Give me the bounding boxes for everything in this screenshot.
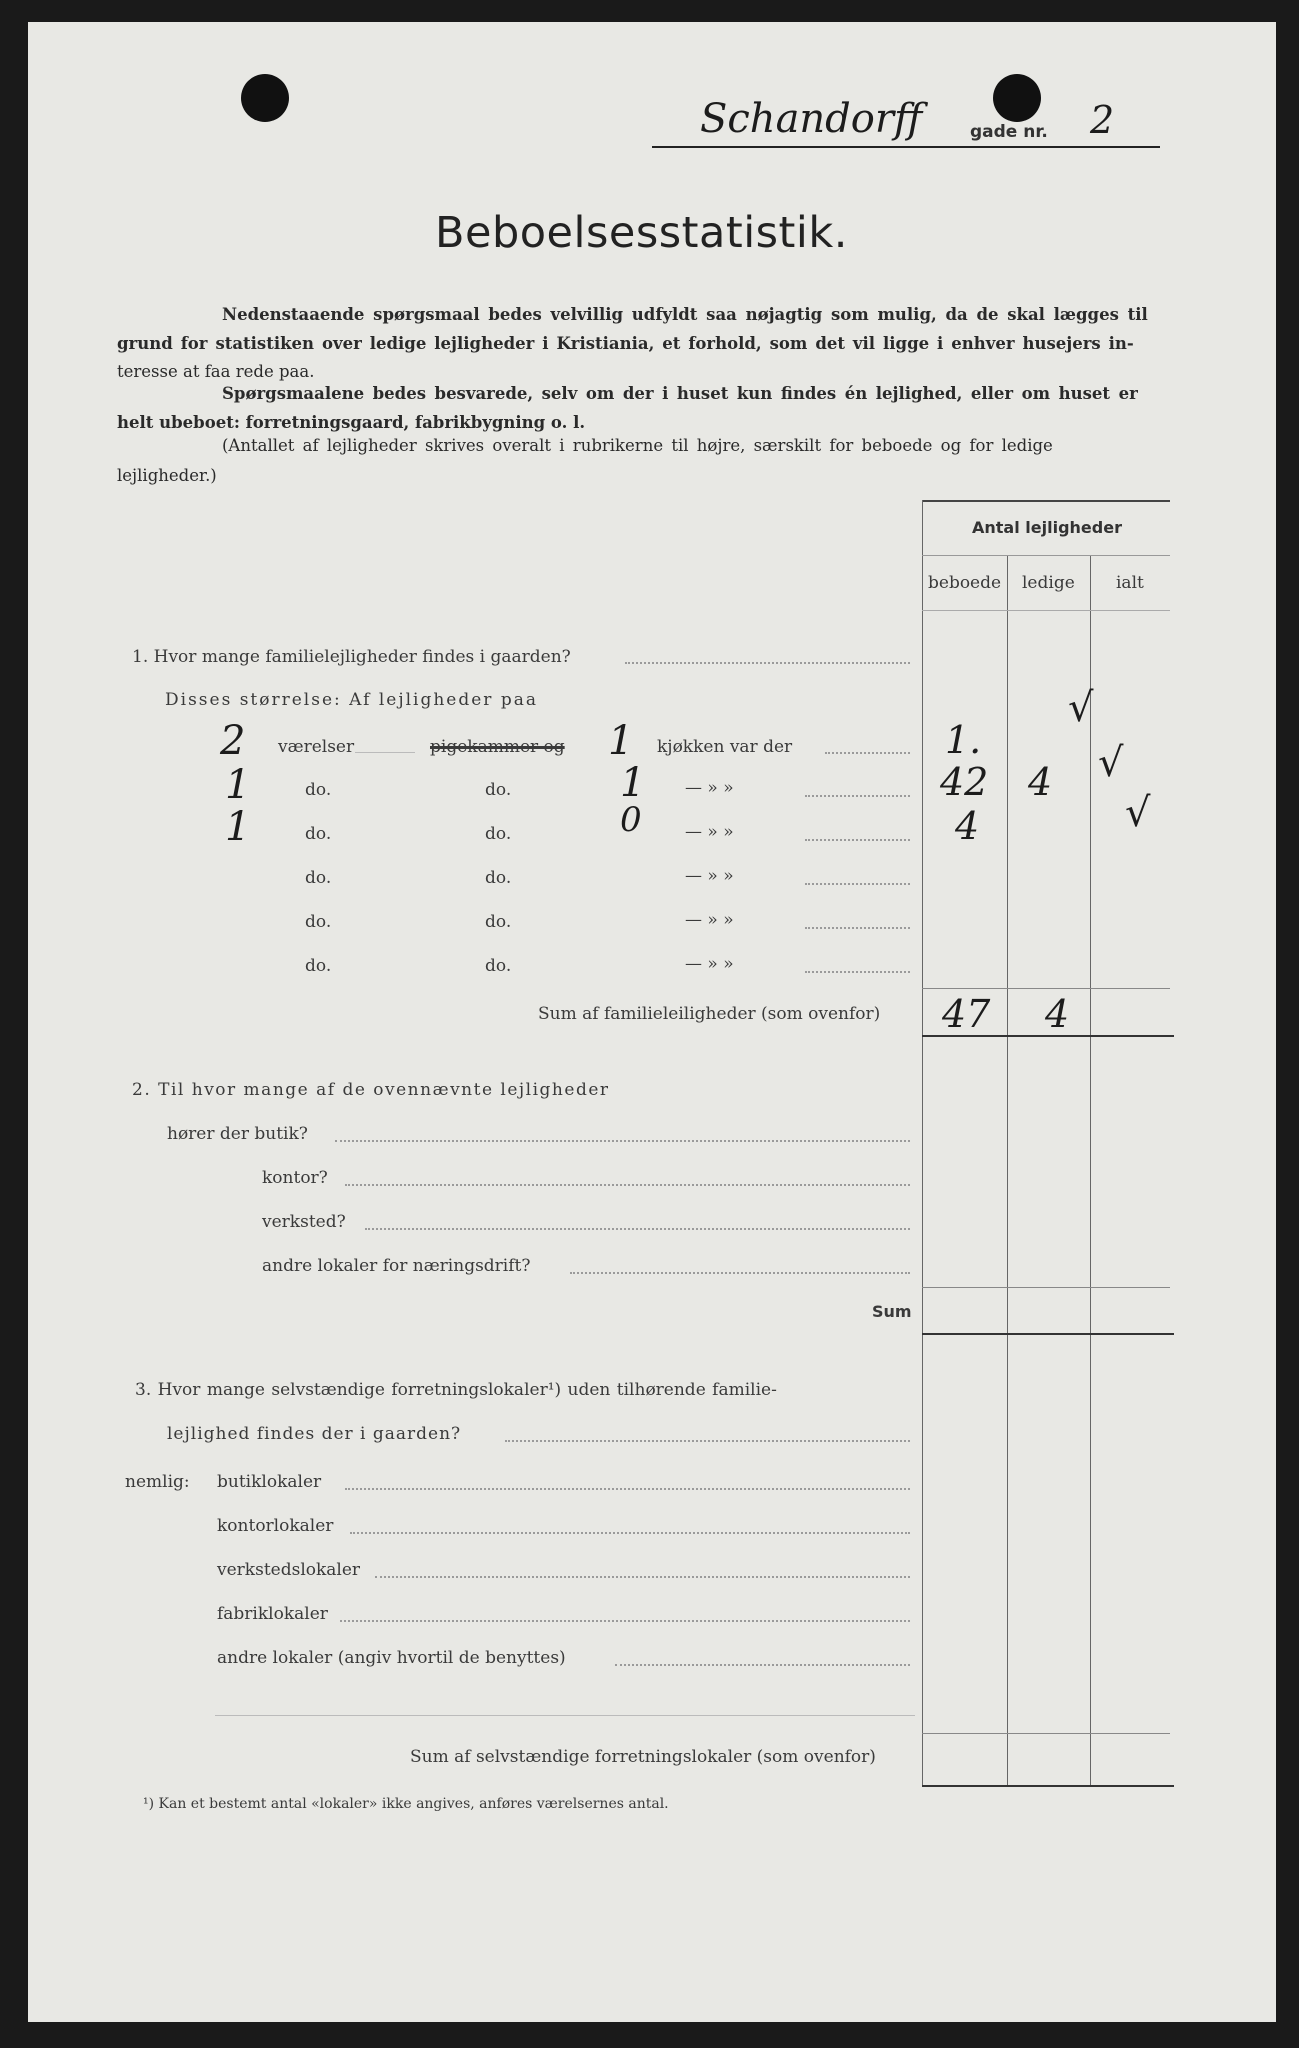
q3-sum-bottom-rule	[922, 1785, 1174, 1787]
intro-p2-line1: Spørgsmaalene bedes besvarede, selv om der i huset kun findes én lejlighed, eller om huset er	[222, 384, 1138, 403]
q1-row4-do1: do.	[305, 868, 332, 888]
intro-p1-line2: grund for statistiken over ledige lejligheder i Kristiania, et forhold, som det vil ligge i enhver husejers in-	[117, 334, 1134, 353]
q2-label: 2. Til hvor mange af de ovennævnte lejligheder	[132, 1080, 610, 1100]
q1-row2-ialt-check: √	[1098, 740, 1124, 786]
q1-label: 1. Hvor mange familielejligheder findes i gaarden?	[132, 647, 571, 667]
intro-p3-line1: (Antallet af lejligheder skrives overalt i rubrikerne til højre, særskilt for beboede og for ledige	[222, 436, 1053, 455]
q2-andre-dots	[570, 1272, 910, 1274]
q1-row4-dash: — » »	[685, 866, 734, 886]
col-header-beboede: beboede	[928, 573, 1002, 593]
q1-sum-label: Sum af familieleiligheder (som ovenfor)	[538, 1004, 881, 1024]
q1-row1-dots	[825, 752, 910, 754]
q1-sum-bottom-rule	[922, 1035, 1174, 1037]
group-header-rule	[922, 555, 1170, 556]
q1-sum-beboede: 47	[942, 992, 991, 1036]
q1-row2-ledige: 4	[1028, 760, 1053, 804]
q3-verksted: verkstedslokaler	[217, 1560, 361, 1580]
q2-andre: andre lokaler for næringsdrift?	[262, 1256, 531, 1276]
col-divider-2	[1090, 555, 1091, 1785]
intro-p2-line2: helt ubeboet: forretningsgaard, fabrikbygning o. l.	[117, 413, 586, 432]
col-divider-1	[1007, 555, 1008, 1785]
q1-row5-dash: — » »	[685, 910, 734, 930]
antal-lejligheder-header: Antal lejligheder	[972, 518, 1122, 537]
q1-row2-do1: do.	[305, 780, 332, 800]
q1-row1-rooms: 2	[220, 718, 246, 764]
q3-andre: andre lokaler (angiv hvortil de benyttes)	[217, 1648, 566, 1668]
q1-row1-kitchen: 1	[608, 718, 634, 764]
q1-sum-top-rule	[922, 988, 1170, 989]
q1-row3-rooms: 1	[225, 804, 251, 850]
q1-row2-dots	[805, 795, 910, 797]
q1-row5-do2: do.	[485, 912, 512, 932]
col-header-ialt: ialt	[1116, 573, 1144, 593]
q3-kontor: kontorlokaler	[217, 1516, 334, 1536]
intro-p1-line1: Nedenstaaende spørgsmaal bedes velvillig udfyldt saa nøjagtig som mulig, da de skal lægges til	[222, 305, 1148, 324]
q2-kontor-dots	[345, 1184, 910, 1186]
q1-row3-kitchen: 0	[620, 800, 642, 840]
house-number-handwritten: 2	[1090, 98, 1115, 142]
punch-hole-left	[241, 74, 289, 122]
q3-fabrik-dots	[340, 1620, 910, 1622]
q1-row1-ledige-check: √	[1068, 685, 1094, 731]
q1-row3-dash: — » »	[685, 822, 734, 842]
q1-row6-dash: — » »	[685, 954, 734, 974]
gade-label: gade nr.	[970, 122, 1048, 142]
q2-kontor: kontor?	[262, 1168, 328, 1188]
q2-verksted: verksted?	[262, 1212, 346, 1232]
q2-sum-top-rule	[922, 1287, 1170, 1288]
q1-row1-kjokken: kjøkken var der	[657, 737, 793, 757]
q1-row1-rule	[355, 752, 415, 753]
q3-butik-dots	[345, 1488, 910, 1490]
q3-andre-dots	[615, 1664, 910, 1666]
q1-row2-beboede: 42	[940, 760, 989, 804]
q1-row4-do2: do.	[485, 868, 512, 888]
q1-row3-ialt-check: √	[1125, 790, 1151, 836]
q3-label-line2: lejlighed findes der i gaarden?	[167, 1424, 462, 1444]
q1-row3-do1: do.	[305, 824, 332, 844]
q1-row2-do2: do.	[485, 780, 512, 800]
q1-row5-do1: do.	[305, 912, 332, 932]
q3-kontor-dots	[350, 1532, 910, 1534]
q1-leader-dots	[625, 662, 910, 664]
q3-separator	[215, 1715, 915, 1716]
q2-sum-bottom-rule	[922, 1333, 1174, 1335]
q1-row6-do2: do.	[485, 956, 512, 976]
footnote: ¹) Kan et bestemt antal «lokaler» ikke angives, anføres værelsernes antal.	[143, 1796, 669, 1812]
q3-butik: butiklokaler	[217, 1472, 322, 1492]
q1-row2-kitchen: 1	[620, 760, 646, 806]
q3-nemlig: nemlig:	[125, 1472, 190, 1492]
street-underline	[652, 146, 1160, 148]
q1-row3-beboede: 4	[955, 804, 980, 848]
q2-butik-dots	[335, 1140, 910, 1142]
q3-fabrik: fabriklokaler	[217, 1604, 328, 1624]
q1-row2-dash: — » »	[685, 778, 734, 798]
q1-row4-dots	[805, 883, 910, 885]
q3-label-line1: 3. Hvor mange selvstændige forretningslokaler¹) uden tilhørende familie-	[135, 1380, 777, 1400]
q1-sizes-label: Disses størrelse: Af lejligheder paa	[165, 690, 538, 710]
col-header-ledige: ledige	[1022, 573, 1075, 593]
col-header-rule	[922, 610, 1170, 611]
q1-sum-ledige: 4	[1045, 992, 1070, 1036]
q1-row1-vaerelser: værelser	[278, 737, 355, 757]
q1-row6-dots	[805, 971, 910, 973]
page-title: Beboelsesstatistik.	[435, 208, 848, 258]
intro-p3-line2: lejligheder.)	[117, 466, 217, 485]
q1-row2-rooms: 1	[225, 762, 251, 808]
punch-hole-right	[993, 74, 1041, 122]
table-left-rule	[922, 500, 923, 1785]
table-top-rule	[922, 500, 1170, 502]
q3-label-dots	[505, 1440, 910, 1442]
q3-sum-top-rule	[922, 1733, 1170, 1734]
q1-row5-dots	[805, 927, 910, 929]
q1-row3-do2: do.	[485, 824, 512, 844]
q1-row1-beboede: 1.	[945, 718, 982, 762]
q3-sum-label: Sum af selvstændige forretningslokaler (som ovenfor)	[410, 1747, 876, 1767]
street-name-handwritten: Schandorff	[700, 96, 923, 142]
q3-verksted-dots	[375, 1576, 910, 1578]
intro-p1-line3: teresse at faa rede paa.	[117, 362, 315, 381]
q2-sum-label: Sum	[872, 1302, 912, 1321]
q1-row3-dots	[805, 839, 910, 841]
q1-row6-do1: do.	[305, 956, 332, 976]
q2-verksted-dots	[365, 1228, 910, 1230]
q1-row1-pigekammer-struck: pigekammer og	[430, 737, 565, 757]
q2-butik: hører der butik?	[167, 1124, 308, 1144]
